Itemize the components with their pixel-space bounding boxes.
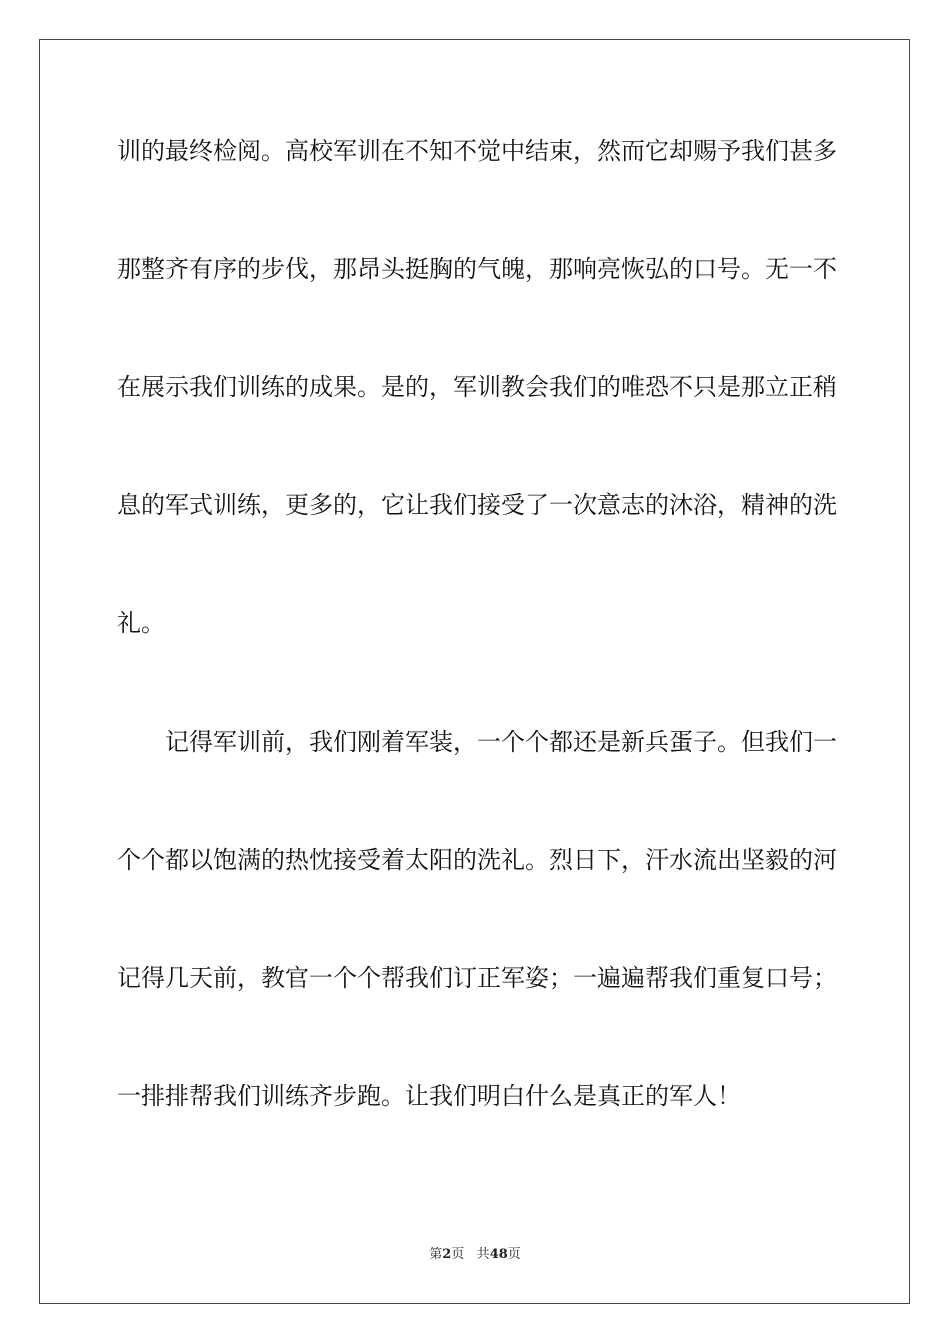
page-prefix: 第 (429, 1247, 443, 1262)
page-frame (39, 39, 910, 1304)
total-suffix: 页 (507, 1247, 521, 1262)
paragraph-line-4: 息的军式训练，更多的，它让我们接受了一次意志的沐浴，精神的洗 (117, 491, 837, 519)
total-prefix: 共 (476, 1247, 490, 1262)
total-pages: 48 (489, 1247, 508, 1262)
page-number: 2 (442, 1247, 452, 1262)
paragraph-line-8: 记得几天前，教官一个个帮我们订正军姿；一遍遍帮我们重复口号； (117, 964, 837, 992)
paragraph-line-3: 在展示我们训练的成果。是的，军训教会我们的唯恐不只是那立正稍 (117, 373, 837, 401)
paragraph-line-6: 记得军训前，我们刚着军装，一个个都还是新兵蛋子。但我们一 (165, 728, 837, 756)
paragraph-line-1: 训的最终检阅。高校军训在不知不觉中结束，然而它却赐予我们甚多 (117, 137, 837, 165)
page-footer (0, 1246, 950, 1264)
paragraph-line-7: 个个都以饱满的热忱接受着太阳的洗礼。烈日下，汗水流出坚毅的河 (117, 846, 837, 874)
paragraph-line-9: 一排排帮我们训练齐步跑。让我们明白什么是真正的军人！ (117, 1082, 741, 1110)
paragraph-line-5: 礼。 (117, 609, 165, 637)
paragraph-line-2: 那整齐有序的步伐，那昂头挺胸的气魄，那响亮恢弘的口号。无一不 (117, 255, 837, 283)
page-suffix: 页 (451, 1247, 465, 1262)
